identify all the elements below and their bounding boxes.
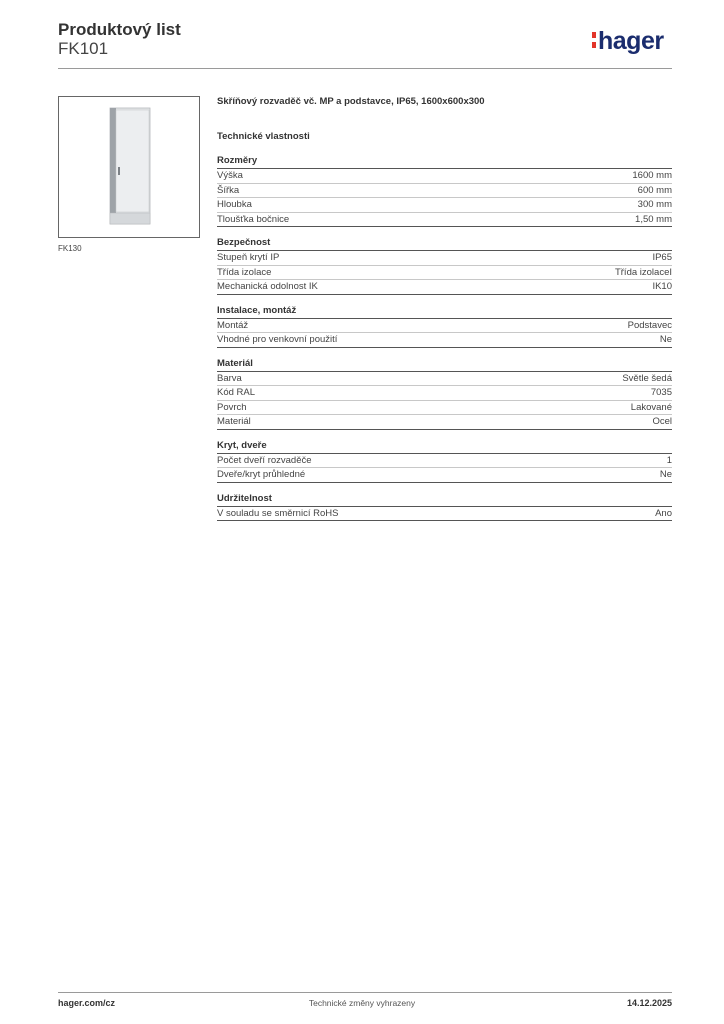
spec-value: Ano [655, 507, 672, 519]
product-image [58, 96, 200, 238]
spec-label: Třída izolace [217, 266, 272, 278]
spec-row [217, 401, 672, 416]
spec-row [217, 415, 672, 430]
spec-value: Lakované [630, 401, 672, 413]
footer-notice: Technické změny vyhrazeny [308, 998, 416, 1008]
group-title: Udržitelnost [217, 492, 672, 507]
spec-value: IP65 [652, 252, 672, 263]
spec-row [217, 333, 672, 348]
spec-row [217, 319, 672, 334]
spec-label: Tloušťka bočnice [217, 213, 290, 225]
spec-label: V souladu se směrnicí RoHS [217, 507, 339, 519]
spec-label: Mechanická odolnost IK [217, 281, 318, 292]
spec-group-safety [217, 236, 672, 295]
spec-value: 600 mm [637, 184, 672, 196]
product-code: FK101 [58, 39, 109, 58]
spec-label: Materiál [217, 416, 251, 427]
group-title: Bezpečnost [217, 236, 672, 251]
spec-table [217, 154, 672, 530]
spec-row [217, 169, 672, 184]
spec-group-doors [217, 439, 672, 483]
group-title: Instalace, montáž [217, 304, 672, 319]
footer-divider [58, 992, 672, 993]
footer-website: hager.com/cz [58, 998, 116, 1008]
spec-label: Montáž [217, 319, 249, 331]
spec-value: Třída izolaceI [614, 266, 672, 278]
spec-value: Ne [659, 334, 672, 345]
spec-row [217, 386, 672, 401]
spec-row [217, 251, 672, 266]
spec-value: Ne [659, 469, 672, 480]
spec-row [217, 372, 672, 387]
group-title: Rozměry [217, 154, 672, 169]
image-caption: FK130 [58, 244, 82, 253]
spec-label: Výška [217, 170, 243, 181]
spec-row [217, 280, 672, 295]
document-title: Produktový list [58, 20, 181, 39]
spec-label: Hloubka [217, 199, 252, 210]
spec-value: IK10 [652, 281, 672, 292]
spec-group-installation [217, 304, 672, 348]
spec-label: Šířka [217, 184, 240, 196]
spec-group-material [217, 357, 672, 430]
spec-value: 1,50 mm [635, 213, 672, 225]
spec-row [217, 198, 672, 213]
spec-value: Ocel [652, 416, 672, 427]
spec-value: 7035 [650, 387, 672, 398]
header-divider [58, 68, 672, 69]
spec-row [217, 468, 672, 483]
logo-text: hager [598, 27, 664, 55]
product-description: Skříňový rozvaděč vč. MP a podstavce, IP65, 1600x600x300 [217, 96, 485, 107]
spec-label: Barva [217, 372, 242, 384]
spec-label: Dveře/kryt průhledné [217, 469, 306, 480]
spec-row [217, 213, 672, 228]
spec-group-sustainability [217, 492, 672, 522]
cabinet-icon [108, 107, 152, 225]
spec-value: Podstavec [627, 319, 672, 331]
spec-row [217, 266, 672, 281]
group-title: Kryt, dveře [217, 439, 672, 454]
footer-date: 14.12.2025 [626, 998, 672, 1008]
section-title: Technické vlastnosti [217, 131, 310, 142]
spec-row [217, 507, 672, 522]
logo-mark-icon [592, 32, 596, 48]
spec-value: Světle šedá [622, 372, 672, 384]
spec-row [217, 454, 672, 469]
spec-value: 1600 mm [632, 170, 672, 181]
spec-row [217, 184, 672, 199]
spec-label: Povrch [217, 401, 247, 413]
spec-value: 1 [666, 454, 672, 466]
spec-value: 300 mm [637, 199, 672, 210]
spec-label: Vhodné pro venkovní použití [217, 334, 338, 345]
spec-label: Počet dveří rozvaděče [217, 454, 312, 466]
group-title: Materiál [217, 357, 672, 372]
hager-logo [592, 27, 664, 56]
spec-label: Kód RAL [217, 387, 256, 398]
spec-group-dimensions [217, 154, 672, 227]
spec-label: Stupeň krytí IP [217, 252, 280, 263]
